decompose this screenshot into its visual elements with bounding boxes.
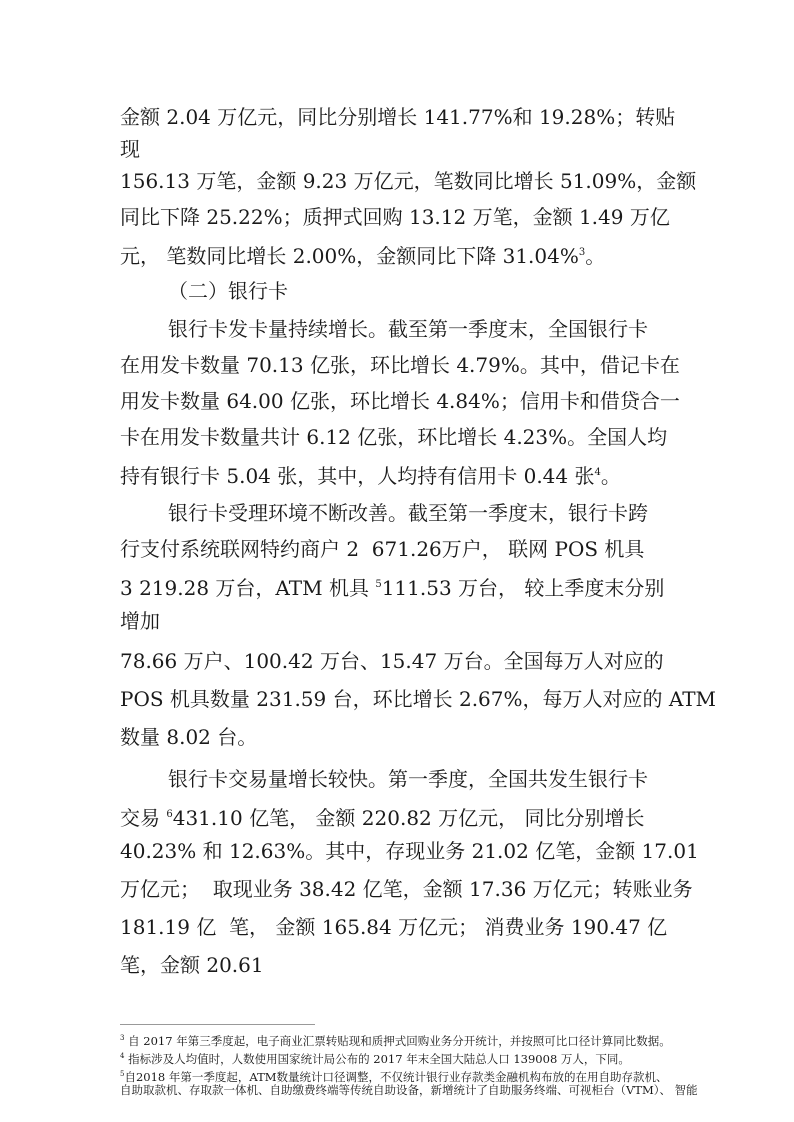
- text-span: 持有银行卡 5.04 张，其中，人均持有信用卡 0.44 张: [120, 464, 595, 488]
- footnote-text: 自 2017 年第三季度起，电子商业汇票转贴现和质押式回购业务分开统计，并按照可比口径计算同比数据。: [128, 1034, 671, 1048]
- section-heading: （二）银行卡: [168, 279, 288, 303]
- footnote-text: 自2018 年第一季度起，ATM数量统计口径调整，不仅统计银行业存款类金融机构布放的在用自助存款机、: [124, 1070, 668, 1084]
- footnote-ref-6: 6: [166, 809, 173, 820]
- paragraph-line: [120, 572, 664, 601]
- text-line: 现: [120, 137, 140, 161]
- text-span: 431.10 亿笔， 金额 220.82 万亿元， 同比分别增长: [172, 806, 645, 830]
- paragraph-line: [120, 802, 644, 831]
- footnote-5: [120, 1067, 668, 1084]
- footnote-4: [120, 1049, 630, 1066]
- paragraph-line: 181.19 亿 笔， 金额 165.84 万亿元； 消费业务 190.47 亿: [120, 915, 668, 939]
- paragraph-line: 行支付系统联网特约商户 2 671.26万户， 联网 POS 机具: [120, 537, 645, 561]
- paragraph-line: POS 机具数量 231.59 台，环比增长 2.67%，每万人对应的 ATM: [120, 687, 717, 711]
- paragraph-line: 万亿元； 取现业务 38.42 亿笔，金额 17.36 万亿元；转账业务: [120, 877, 693, 901]
- text-span: 交易: [120, 806, 167, 830]
- footnote-mark: 5: [120, 1070, 125, 1078]
- footnote-5-continued: 自助取款机、存取款一体机、自助缴费终端等传统自助设备，新增统计了自助服务终端、可视柜台（VTM）、 智能: [120, 1083, 698, 1097]
- paragraph-line: [120, 460, 621, 489]
- paragraph-line: 银行卡发卡量持续增长。截至第一季度末，全国银行卡: [168, 317, 648, 341]
- paragraph-line: 78.66 万户、100.42 万台、15.47 万台。全国每万人对应的: [120, 649, 664, 673]
- footnote-ref-4: 4: [594, 467, 601, 478]
- text-span: 。: [585, 244, 606, 268]
- text-span: 元， 笔数同比增长 2.00%，金额同比下降 31.04%: [120, 244, 579, 268]
- footnote-mark: 4: [120, 1052, 125, 1060]
- text-line: 156.13 万笔，金额 9.23 万亿元，笔数同比增长 51.09%，金额: [120, 169, 697, 193]
- paragraph-line: 银行卡交易量增长较快。第一季度，全国共发生银行卡: [168, 767, 648, 791]
- footnote-divider: [120, 1024, 315, 1025]
- paragraph-line: 40.23% 和 12.63%。其中，存现业务 21.02 亿笔，金额 17.01: [120, 839, 699, 863]
- text-span: 。: [600, 464, 621, 488]
- paragraph-line: 笔，金额 20.61: [120, 953, 264, 977]
- text-line: 同比下降 25.22%；质押式回购 13.12 万笔，金额 1.49 万亿: [120, 205, 670, 229]
- paragraph-line: 增加: [120, 609, 160, 633]
- paragraph-line: 数量 8.02 台。: [120, 725, 258, 749]
- text-line: 金额 2.04 万亿元，同比分别增长 141.77%和 19.28%；转贴: [120, 105, 676, 129]
- footnote-ref-3: 3: [578, 247, 586, 258]
- footnote-ref-5: 5: [375, 579, 382, 590]
- paragraph-line: 卡在用发卡数量共计 6.12 亿张，环比增长 4.23%。全国人均: [120, 425, 668, 449]
- footnote-mark: 3: [120, 1034, 125, 1042]
- paragraph-line: 用发卡数量 64.00 亿张，环比增长 4.84%；信用卡和借贷合一: [120, 389, 680, 413]
- text-line: [120, 240, 605, 269]
- footnote-text: 指标涉及人均值时，人数使用国家统计局公布的 2017 年末全国大陆总人口 139008 万人，下同。: [128, 1052, 630, 1066]
- paragraph-line: 银行卡受理环境不断改善。截至第一季度末，银行卡跨: [168, 501, 648, 525]
- paragraph-line: 在用发卡数量 70.13 亿张，环比增长 4.79%。其中，借记卡在: [120, 353, 680, 377]
- text-span: 3 219.28 万台，ATM 机具: [120, 576, 376, 600]
- footnote-3: [120, 1031, 671, 1048]
- text-span: 111.53 万台， 较上季度末分别: [381, 576, 665, 600]
